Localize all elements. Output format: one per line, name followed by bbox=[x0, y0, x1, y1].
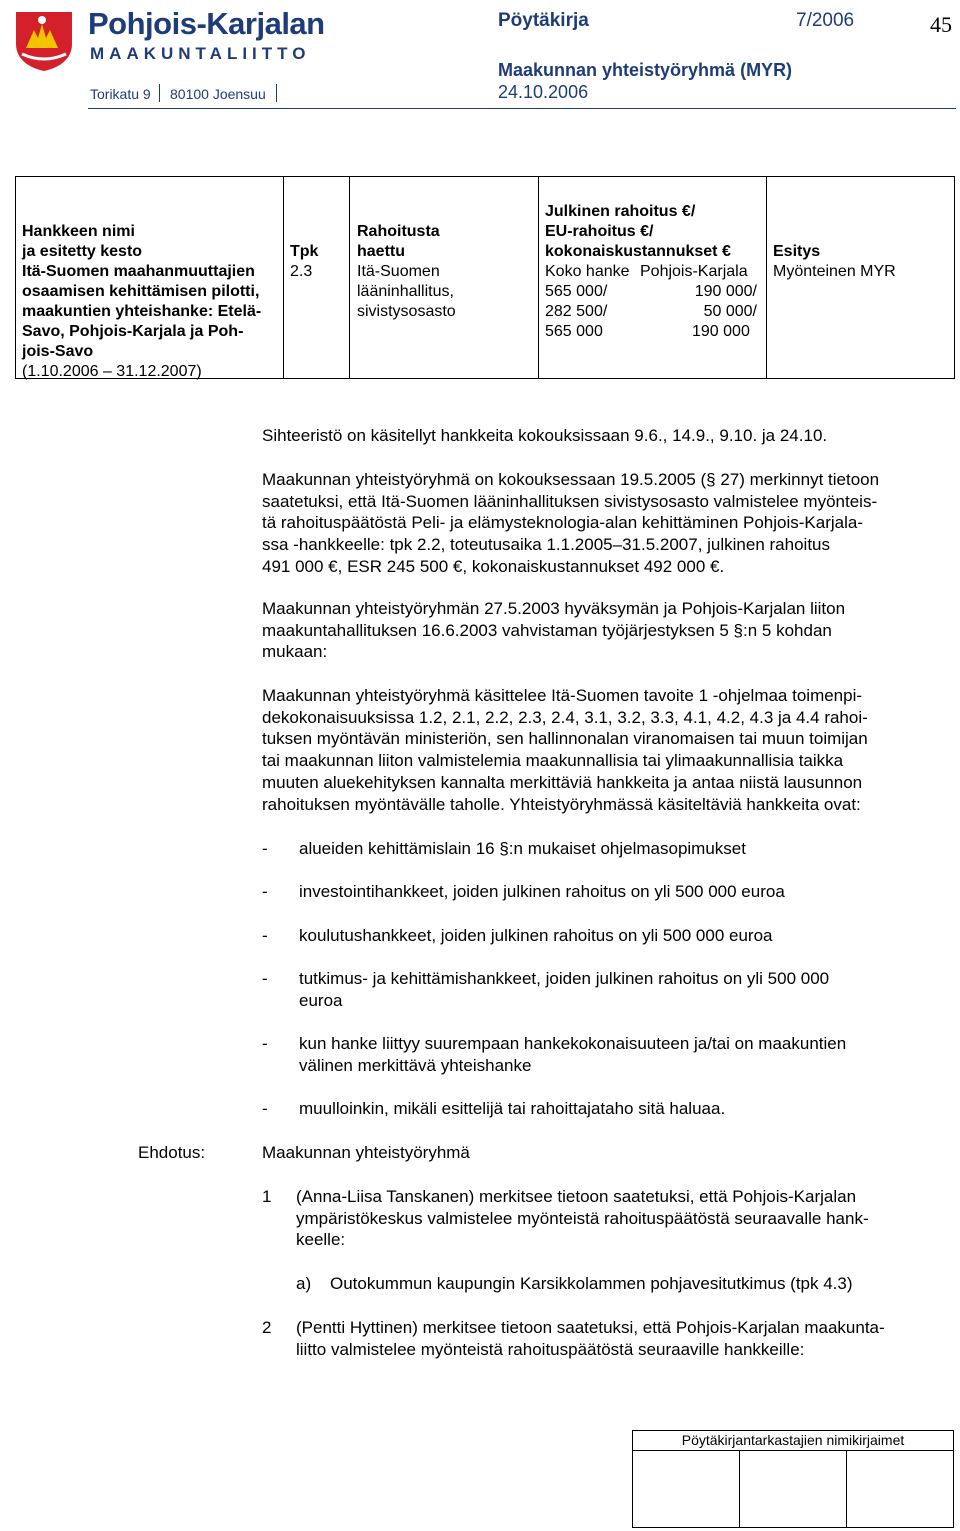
list-item: muulloinkin, mikäli esittelijä tai rahoittajataho sitä haluaa. bbox=[299, 1099, 726, 1118]
address-street: Torikatu 9 bbox=[90, 86, 151, 102]
list-item: kun hanke liittyy suurempaan hankekokonaisuuteen ja/tai on maakuntien välinen merkittävä yhteishanke bbox=[299, 1034, 847, 1075]
list-dash: - bbox=[262, 926, 268, 945]
list-dash: - bbox=[262, 839, 268, 858]
header-funding: Julkinen rahoitus €/ EU-rahoitus €/ kokonaiskustannukset € bbox=[545, 203, 731, 260]
item-2-text: (Pentti Hyttinen) merkitsee tietoon saatetuksi, että Pohjois-Karjalan maakunta- liitto valmistelee myönteistä rahoituspäätöstä seuraaville hankkeille: bbox=[296, 1318, 885, 1359]
address-separator bbox=[159, 84, 160, 102]
signature-box-divider bbox=[632, 1450, 954, 1451]
list-dash: - bbox=[262, 1034, 268, 1053]
meeting-date: 24.10.2006 bbox=[498, 82, 589, 102]
header-project-name: Hankkeen nimi ja esitetty kesto bbox=[22, 223, 143, 260]
org-subtitle: MAAKUNTALIITTO bbox=[90, 44, 311, 63]
funding-head-right: Pohjois-Karjala bbox=[640, 263, 748, 280]
header-tpk: Tpk bbox=[290, 243, 319, 260]
page-number: 45 bbox=[930, 12, 952, 37]
table-divider bbox=[349, 176, 350, 379]
project-name: Itä-Suomen maahanmuuttajien osaamisen kehittämisen pilotti, maakuntien yhteishanke: Etelä- Savo, Pohjois-Karjala ja Poh- jois-Savo (1.10.2006 – 31.12.2007) bbox=[22, 263, 262, 380]
project-proposal: Myönteinen MYR bbox=[773, 263, 896, 280]
table-divider bbox=[283, 176, 284, 379]
list-item: alueiden kehittämislain 16 §:n mukaiset ohjelmasopimukset bbox=[299, 839, 746, 858]
meeting-name: Maakunnan yhteistyöryhmä (MYR) bbox=[498, 60, 793, 80]
document-number: 7/2006 bbox=[796, 10, 855, 31]
header-proposal: Esitys bbox=[773, 243, 821, 260]
funding-head-left: Koko hanke bbox=[545, 263, 630, 280]
list-item: koulutushankkeet, joiden julkinen rahoitus on yli 500 000 euroa bbox=[299, 926, 773, 945]
table-divider bbox=[538, 176, 539, 379]
paragraph-4: Maakunnan yhteistyöryhmä käsittelee Itä-Suomen tavoite 1 -ohjelmaa toimenpi- dekokonaisuuksissa 1.2, 2.1, 2.2, 2.3, 2.4, 3.1, 3.2, 3.3, 4.1, 4.2, 4.3 ja 4.4 rahoi- tuksen myöntävän ministeriön, sen hallinnonalan viranomaisen tai muun toimijan tai maakunnan liiton valmistelemia maakunnallisia tai ylimaakunnallisia taikka muuten aluekehityksen kannalta merkittäviä hankkeita ja antaa niistä lausunnon rahoituksen myöntävälle taholle. Yhteistyöryhmässä käsiteltäviä hankkeita ovat: bbox=[262, 686, 868, 814]
org-name: Pohjois-Karjalan bbox=[88, 6, 325, 41]
address-separator bbox=[276, 84, 277, 102]
sub-item-text: Outokummun kaupungin Karsikkolammen pohjavesitutkimus (tpk 4.3) bbox=[330, 1274, 853, 1293]
document-type: Pöytäkirja bbox=[498, 10, 589, 31]
paragraph-1: Sihteeristö on käsitellyt hankkeita kokouksissaan 9.6., 14.9., 9.10. ja 24.10. bbox=[262, 426, 828, 445]
list-item: tutkimus- ja kehittämishankkeet, joiden julkinen rahoitus on yli 500 000 euroa bbox=[299, 969, 830, 1010]
funding-left-values: 565 000/ 282 500/ 565 000 bbox=[545, 283, 608, 340]
project-tpk: 2.3 bbox=[290, 263, 313, 280]
list-item: investointihankkeet, joiden julkinen rahoitus on yli 500 000 euroa bbox=[299, 882, 785, 901]
signature-field-divider bbox=[846, 1450, 847, 1528]
list-dash: - bbox=[262, 882, 268, 901]
signature-field-divider bbox=[739, 1450, 740, 1528]
list-dash: - bbox=[262, 969, 268, 988]
list-dash: - bbox=[262, 1099, 268, 1118]
proposal-label: Ehdotus: bbox=[138, 1143, 206, 1162]
proposal-heading: Maakunnan yhteistyöryhmä bbox=[262, 1143, 470, 1162]
header-funder: Rahoitusta haettu bbox=[357, 223, 440, 260]
address-postal: 80100 Joensuu bbox=[170, 86, 266, 102]
signature-label: Pöytäkirjantarkastajien nimikirjaimet bbox=[681, 1432, 905, 1448]
funding-right-values: 190 000/ 50 000/ 190 000 bbox=[692, 283, 757, 340]
item-1-text: (Anna-Liisa Tanskanen) merkitsee tietoon saatetuksi, että Pohjois-Karjalan ympäristökeskus valmistelee myönteistä rahoituspäätöstä seuraavalle hank- keelle: bbox=[296, 1187, 869, 1250]
item-number: 2 bbox=[262, 1318, 272, 1337]
item-number: 1 bbox=[262, 1187, 272, 1206]
paragraph-2: Maakunnan yhteistyöryhmä on kokouksessaan 19.5.2005 (§ 27) merkinnyt tietoon saatetuksi, että Itä-Suomen lääninhallituksen sivistysosasto valmistelee myönteis- tä rahoituspäätöstä Peli- ja elämysteknologia-alan kehittäminen Pohjois-Karjala- ssa -hankkeelle: tpk 2.2, toteutusaika 1.1.2005–31.5.2007, julkinen rahoitus 491 000 €, ESR 245 500 €, kokonaiskustannukset 492 000 €. bbox=[262, 470, 880, 576]
coat-of-arms-logo bbox=[12, 8, 76, 72]
header-divider bbox=[88, 108, 956, 109]
table-divider bbox=[766, 176, 767, 379]
paragraph-3: Maakunnan yhteistyöryhmän 27.5.2003 hyväksymän ja Pohjois-Karjalan liiton maakuntahallituksen 16.6.2003 vahvistaman työjärjestyksen 5 §:n 5 kohdan mukaan: bbox=[262, 599, 846, 662]
project-funder: Itä-Suomen lääninhallitus, sivistysosasto bbox=[357, 263, 456, 320]
sub-item-label: a) bbox=[296, 1274, 312, 1293]
